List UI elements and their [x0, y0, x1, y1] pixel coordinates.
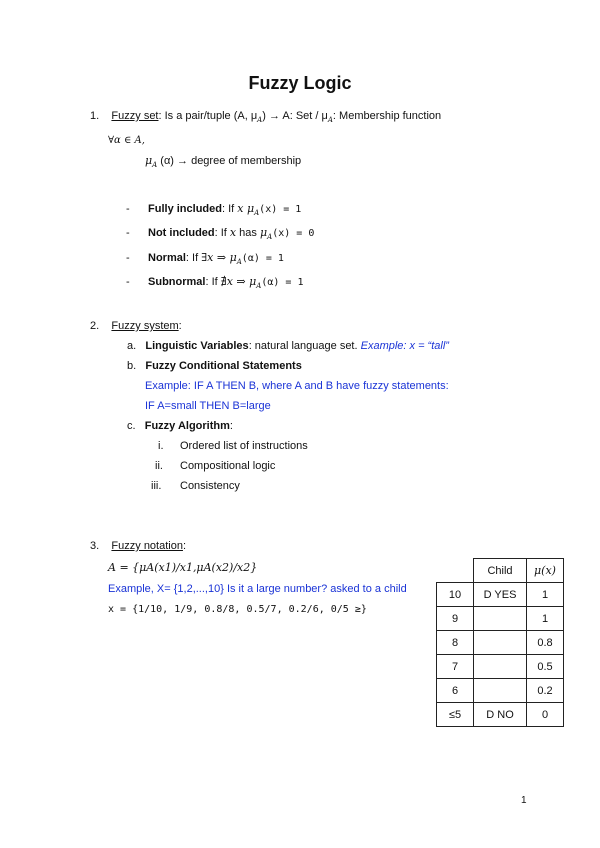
forall-line: ∀α ∈ A,	[108, 135, 145, 146]
section-3-heading: 3. Fuzzy notation:	[90, 540, 187, 552]
table-header-mu: μ(x)	[527, 559, 564, 583]
table-cell	[474, 655, 527, 679]
table-cell: 1	[527, 607, 564, 631]
section-2-label: Fuzzy system	[111, 320, 179, 332]
table-cell: 0.2	[527, 679, 564, 703]
section-1-number: 1.	[90, 110, 100, 122]
item-a-linguistic-variables: a. Linguistic Variables: natural language set. Example: x = “tall”	[127, 340, 449, 352]
section-1-label: Fuzzy set	[111, 110, 159, 122]
section-1-heading	[90, 110, 441, 124]
table-cell: D YES	[474, 583, 527, 607]
table-cell: 0.8	[527, 631, 564, 655]
table-row	[437, 583, 564, 607]
item-b-example-2: IF A=small THEN B=large	[145, 400, 271, 412]
list-item: i. Ordered list of instructions	[158, 440, 308, 452]
item-b-fuzzy-conditional: b. Fuzzy Conditional Statements	[127, 360, 302, 372]
page-number: 1	[521, 795, 527, 806]
table-cell: 0.5	[527, 655, 564, 679]
table-row	[437, 607, 564, 631]
list-item: iii. Consistency	[151, 480, 240, 492]
table-cell: 6	[437, 679, 474, 703]
table-cell	[474, 607, 527, 631]
section-3-label: Fuzzy notation	[111, 540, 183, 552]
table-row	[437, 655, 564, 679]
table-cell: 9	[437, 607, 474, 631]
list-item: ii. Compositional logic	[155, 460, 276, 472]
table-cell: ≤5	[437, 703, 474, 727]
table-cell: 10	[437, 583, 474, 607]
table-cell	[474, 631, 527, 655]
table-row	[437, 631, 564, 655]
bullet-normal: - Normal: If ∃x ⇒ $\mu_A(\alpha) = 1$	[126, 251, 284, 267]
item-c-fuzzy-algorithm: c. Fuzzy Algorithm:	[127, 420, 233, 432]
table-cell: 7	[437, 655, 474, 679]
section-1-definition: : Is a pair/tuple (A, $\mu_A) \to A$: Set / $\mu_A$: Membership function	[158, 110, 442, 125]
table-cell: 8	[437, 631, 474, 655]
table-corner	[437, 559, 474, 583]
table-cell: 1	[527, 583, 564, 607]
table-header-row	[437, 559, 564, 583]
notation-set: x = {1/10, 1/9, 0.8/8, 0.5/7, 0.2/6, 0/5 ≥}	[108, 604, 367, 615]
table-row	[437, 703, 564, 727]
bullet-fully-included: - Fully included: If x $\mu_A(x) = 1$	[126, 202, 302, 218]
bullet-subnormal: - Subnormal: If ∄x ⇒ $\mu_A(\alpha) = 1$	[126, 275, 304, 291]
notation-formula: A = {μA(x1)/x1,μA(x2)/x2}	[108, 561, 258, 574]
table-cell	[474, 679, 527, 703]
degree-line: $\mu_A$ (α) → degree of membership	[145, 154, 302, 170]
bullet-not-included: - Not included: If x has $\mu_A(x) = 0$	[126, 226, 315, 242]
table-cell: D NO	[474, 703, 527, 727]
item-b-example-1: Example: IF A THEN B, where A and B have fuzzy statements:	[145, 380, 449, 392]
table-cell: 0	[527, 703, 564, 727]
page-title: Fuzzy Logic	[248, 73, 352, 93]
membership-table	[436, 558, 564, 727]
section-2-heading: 2. Fuzzy system:	[90, 320, 182, 332]
table-header-child: Child	[474, 559, 527, 583]
notation-example: Example, X= {1,2,...,10} Is it a large number? asked to a child	[108, 583, 407, 595]
table-row	[437, 679, 564, 703]
